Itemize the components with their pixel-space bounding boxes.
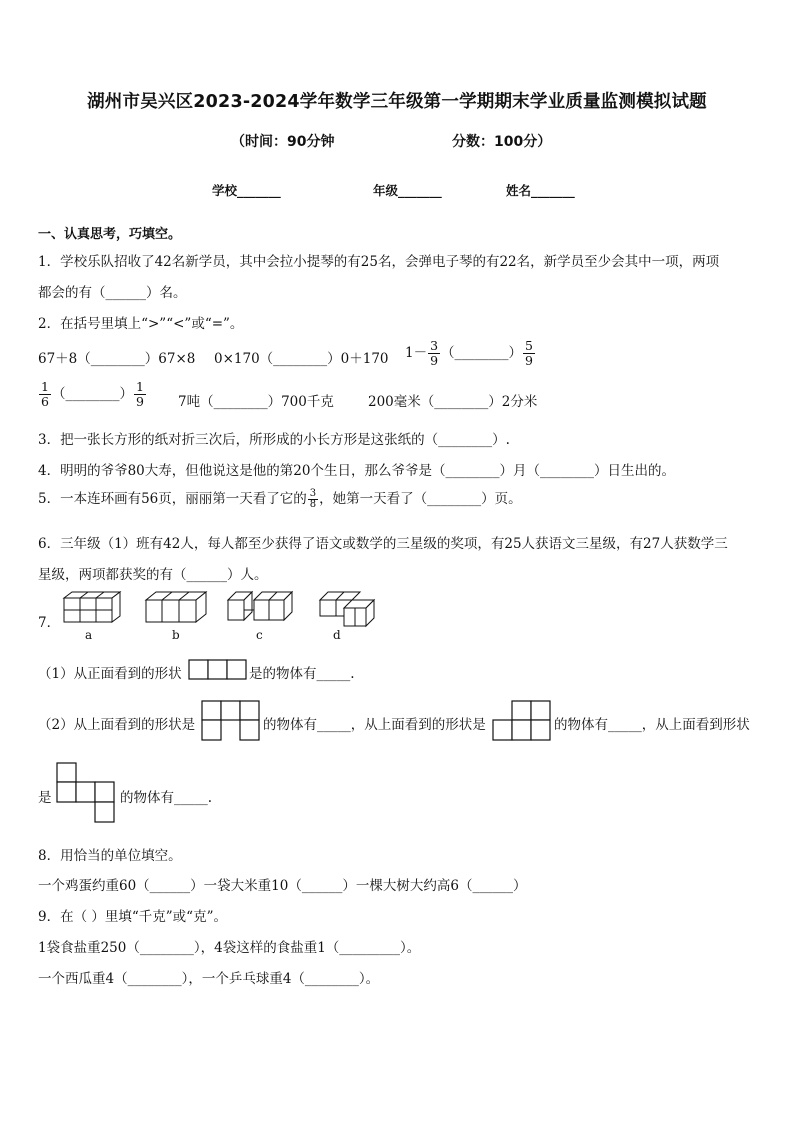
q2-item-d: $\frac{1}{6}$ （________） $\frac{1}{9}$: [41, 379, 144, 409]
q2-item-b: 0×170（________）0＋170: [214, 351, 389, 367]
q2-item-c: 1－ $\frac{3}{9}$ （________） $\frac{5}{9}$: [405, 338, 533, 368]
exam-score: 分数：100分）: [452, 134, 552, 150]
figure-label-b: b: [172, 628, 180, 642]
figure-label-a: a: [85, 628, 93, 642]
question-8: 8．用恰当的单位填空。: [38, 848, 182, 864]
question-1-line-2: 都会的有（______）名。: [38, 285, 187, 301]
top-view-shape-3: [56, 762, 116, 824]
top-view-shape-1: [201, 700, 261, 742]
cube-figure-c: [224, 588, 294, 624]
exam-time: （时间：90分钟: [231, 134, 335, 150]
question-9-line-2: 一个西瓜重4（________），一个乒乓球重4（________）。: [38, 971, 380, 987]
q2-item-f: 200毫米（________）2分米: [368, 394, 538, 410]
question-9: 9．在（ ）里填“千克”或“克”。: [38, 909, 227, 925]
question-7: 7．: [38, 615, 61, 631]
question-2: 2．在括号里填上“>”“<”或“=”。: [38, 316, 244, 332]
front-view-shape: [188, 659, 248, 681]
question-8-items: 一个鸡蛋约重60（______）一袋大米重10（______）一棵大树大约高6（______）: [38, 878, 527, 894]
figure-label-d: d: [333, 628, 341, 642]
q7-part-2-end: 的物体有_____，从上面看到形状: [554, 717, 750, 733]
q7-part-2-middle: 的物体有_____，从上面看到的形状是: [263, 717, 486, 733]
section-heading: 一、认真思考，巧填空。: [38, 227, 182, 242]
question-9-line-1: 1袋食盐重250（________），4袋这样的食盐重1（_________）。: [38, 940, 421, 956]
school-field[interactable]: 学校_______: [212, 183, 281, 198]
cube-figure-a: [60, 588, 122, 624]
grade-field[interactable]: 年级_______: [373, 183, 442, 198]
cube-figure-b: [142, 588, 208, 624]
page-title: 湖州市吴兴区2023-2024学年数学三年级第一学期期末学业质量监测模拟试题: [87, 92, 707, 112]
q7-part-2-line2-suffix: 的物体有_____.: [120, 790, 213, 806]
q7-part-2-line2-prefix: 是: [38, 790, 52, 806]
question-5: 5．一本连环画有56页，丽丽第一天看了它的 $\frac{3}{8}$ ，她第一天看了（________）页。: [38, 488, 522, 510]
q7-part-1-prefix: （1）从正面看到的形状: [38, 666, 182, 682]
question-4: 4．明明的爷爷80大寿，但他说这是他的第20个生日，那么爷爷是（________）月（________）日生出的。: [38, 463, 675, 479]
figure-label-c: c: [256, 628, 263, 642]
question-1-line-1: 1．学校乐队招收了42名新学员，其中会拉小提琴的有25名，会弹电子琴的有22名，新学员至少会其中一项，两项: [38, 254, 720, 270]
question-3: 3．把一张长方形的纸对折三次后，所形成的小长方形是这张纸的（________）.: [38, 432, 510, 448]
q2-item-e: 7吨（________）700千克: [178, 394, 334, 410]
name-field[interactable]: 姓名_______: [506, 183, 575, 198]
question-6-line-2: 星级，两项都获奖的有（______）人。: [38, 567, 268, 583]
question-6-line-1: 6．三年级（1）班有42人，每人都至少获得了语文或数学的三星级的奖项，有25人获语文三星级，有27人获数学三: [38, 536, 728, 552]
q7-part-1-suffix: 是的物体有_____.: [249, 666, 355, 682]
q2-item-a: 67＋8（________）67×8: [38, 351, 196, 367]
top-view-shape-2: [492, 700, 552, 742]
q7-part-2-prefix: （2）从上面看到的形状是: [38, 717, 196, 733]
cube-figure-d: [316, 588, 378, 628]
